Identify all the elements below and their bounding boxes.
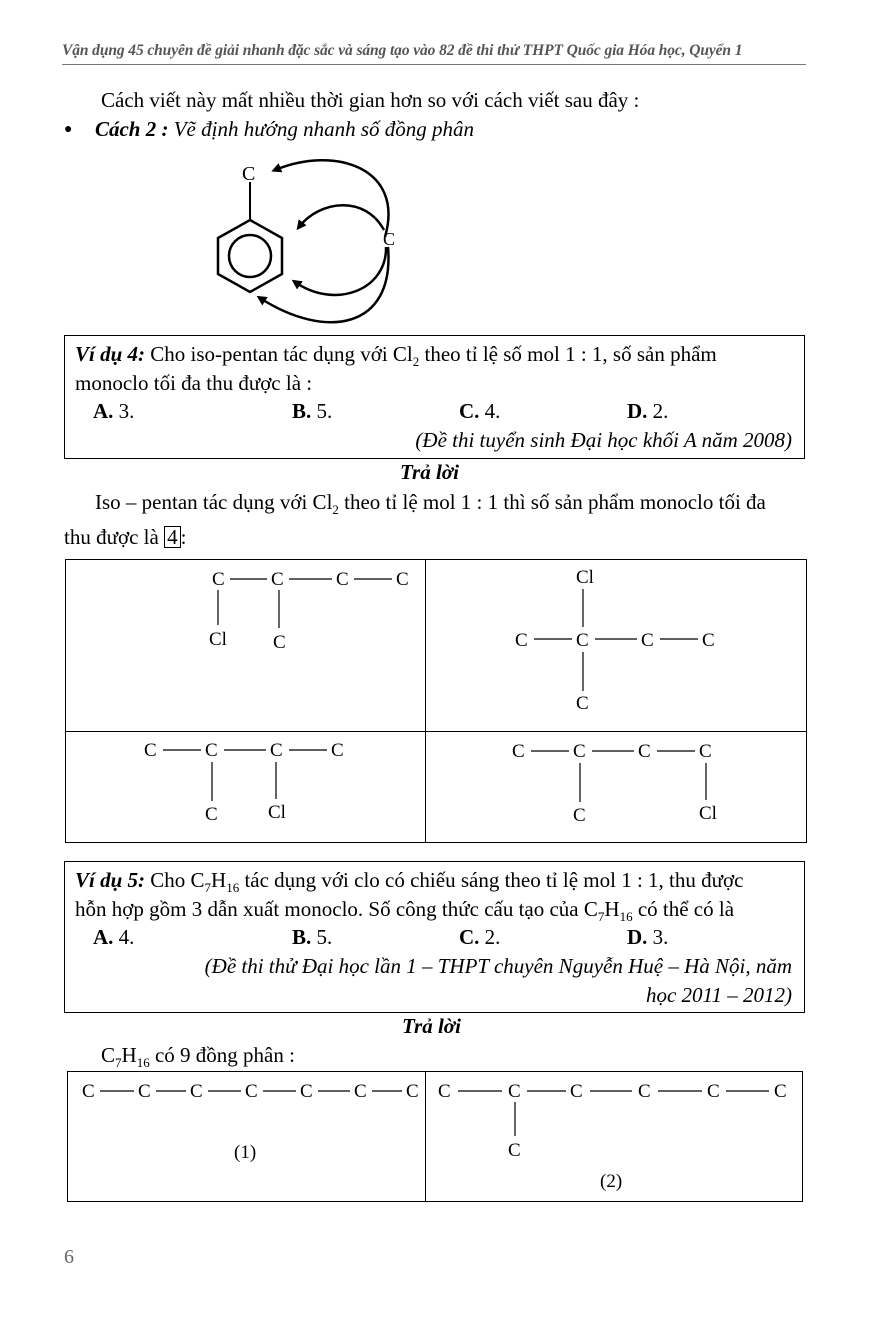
benzene-isomer-diagram	[195, 150, 425, 335]
example-4-option-a: A. 3.	[93, 399, 135, 423]
svg-text:C: C	[336, 569, 349, 590]
example-5-option-d: D. 3.	[627, 925, 669, 949]
product-cell-4	[426, 732, 807, 843]
structure-4	[426, 732, 806, 837]
answer-5-line: $C_7H_{16}$ có 9 đồng phân :	[101, 1043, 295, 1071]
example-4-option-c: C. 4.	[459, 399, 501, 423]
example-5-source-2: học 2011 – 2012)	[645, 983, 792, 1007]
svg-text:Cl: Cl	[576, 567, 594, 588]
answer-4-heading: Trả lời	[400, 460, 459, 484]
svg-text:C: C	[212, 569, 225, 590]
svg-text:C: C	[573, 741, 586, 762]
svg-text:C: C	[438, 1081, 451, 1102]
svg-text:C: C	[273, 632, 286, 653]
symmetry-carbon: C	[383, 229, 396, 249]
svg-text:Cl: Cl	[209, 629, 227, 650]
svg-text:C: C	[573, 805, 586, 826]
example-4-text-b: theo tỉ lệ số mol 1 : 1, số sản phẩm	[419, 342, 717, 366]
svg-text:C: C	[570, 1081, 583, 1102]
answer-4-line-1: Iso – pentan tác dụng với $Cl_2$ theo tỉ lệ mol 1 : 1 thì số sản phẩm monoclo tối đa	[95, 490, 766, 518]
svg-text:C: C	[205, 804, 218, 825]
example-5-line-1: Ví dụ 5: Cho $C_7H_{16}$ tác dụng với clo có chiếu sáng theo tỉ lệ mol 1 : 1, thu được	[75, 868, 744, 896]
svg-text:C: C	[576, 693, 589, 714]
benzene-ring	[218, 220, 282, 292]
structure-2	[426, 560, 806, 726]
svg-text:C: C	[638, 1081, 651, 1102]
svg-text:C: C	[508, 1140, 521, 1161]
isomer-cell-1	[68, 1072, 426, 1202]
svg-text:C: C	[245, 1081, 258, 1102]
page-header: Vận dụng 45 chuyên đề giải nhanh đặc sắc và sáng tạo vào 82 đề thi thử THPT Quốc gia Hóa học, Quyển 1	[62, 42, 743, 59]
example-5-option-b: B. 5.	[292, 925, 333, 949]
svg-text:C: C	[515, 630, 528, 651]
svg-text:C: C	[641, 630, 654, 651]
svg-text:(1): (1)	[234, 1142, 257, 1163]
arrow-to-ortho	[299, 205, 384, 230]
svg-text:C: C	[774, 1081, 787, 1102]
example-5-source-1: (Đề thi thử Đại học lần 1 – THPT chuyên Nguyễn Huệ – Hà Nội, năm	[204, 954, 792, 978]
svg-text:C: C	[138, 1081, 151, 1102]
method-2-text: Vẽ định hướng nhanh số đồng phân	[173, 117, 475, 141]
svg-text:C: C	[406, 1081, 419, 1102]
svg-text:C: C	[270, 740, 283, 761]
svg-text:C: C	[508, 1081, 521, 1102]
product-cell-1	[66, 560, 426, 732]
example-4-line-1	[75, 342, 717, 370]
example-4-text-a: Cho iso-pentan tác dụng với Cl	[150, 342, 413, 366]
svg-text:C: C	[699, 741, 712, 762]
svg-text:C: C	[396, 569, 409, 590]
answer-4-line-2: thu được là 4 :	[64, 525, 187, 549]
method-2-label: Cách 2 :	[94, 117, 169, 141]
example-4-box	[64, 335, 805, 459]
structure-3	[66, 732, 425, 837]
svg-text:C: C	[300, 1081, 313, 1102]
intro-text: Cách viết này mất nhiều thời gian hơn so với cách viết sau đây :	[101, 88, 640, 112]
svg-text:C: C	[331, 740, 344, 761]
isomer-1-structure	[68, 1072, 425, 1196]
example-4-option-d: D. 2.	[627, 399, 669, 423]
product-cell-3	[66, 732, 426, 843]
answer-5-heading: Trả lời	[402, 1014, 461, 1038]
answer-4-value: 4	[164, 526, 181, 548]
example-4-label: Ví dụ 4:	[75, 342, 146, 366]
arrow-to-methyl	[275, 160, 388, 237]
svg-text:(2): (2)	[600, 1171, 623, 1192]
example-5-line-2: hỗn hợp gồm 3 dẫn xuất monoclo. Số công thức cấu tạo của $C_7H_{16}$ có thể có là	[75, 897, 735, 925]
svg-text:C: C	[707, 1081, 720, 1102]
svg-text:C: C	[638, 741, 651, 762]
isomer-2-structure	[426, 1072, 802, 1196]
example-5-option-c: C. 2.	[459, 925, 501, 949]
isomer-cell-2	[426, 1072, 803, 1202]
example-4-line-2: monoclo tối đa thu được là :	[75, 371, 313, 395]
example-4-option-b: B. 5.	[292, 399, 333, 423]
page-number: 6	[64, 1246, 74, 1268]
heptane-isomers-table	[67, 1071, 803, 1202]
example-4-sub: 2	[412, 354, 420, 370]
example-4-source: (Đề thi tuyển sinh Đại học khối A năm 2008)	[415, 428, 792, 452]
svg-text:C: C	[512, 741, 525, 762]
svg-text:C: C	[82, 1081, 95, 1102]
bullet: ●	[64, 122, 73, 137]
example-5-option-a: A. 4.	[93, 925, 135, 949]
method-2-line	[64, 119, 474, 140]
svg-text:C: C	[576, 630, 589, 651]
svg-text:C: C	[205, 740, 218, 761]
benzene-inner-circle	[229, 235, 271, 277]
product-cell-2	[426, 560, 807, 732]
svg-text:C: C	[271, 569, 284, 590]
svg-text:C: C	[354, 1081, 367, 1102]
svg-text:C: C	[190, 1081, 203, 1102]
monochloro-products-table	[65, 559, 807, 843]
svg-text:Cl: Cl	[699, 803, 717, 824]
svg-text:C: C	[702, 630, 715, 651]
structure-1	[66, 560, 425, 726]
arrow-to-meta	[295, 247, 386, 295]
svg-text:Cl: Cl	[268, 802, 286, 823]
methyl-carbon: C	[242, 163, 256, 185]
header-rule	[62, 64, 806, 65]
example-5-label: Ví dụ 5:	[75, 868, 146, 892]
example-5-box	[64, 861, 805, 1013]
svg-text:C: C	[144, 740, 157, 761]
